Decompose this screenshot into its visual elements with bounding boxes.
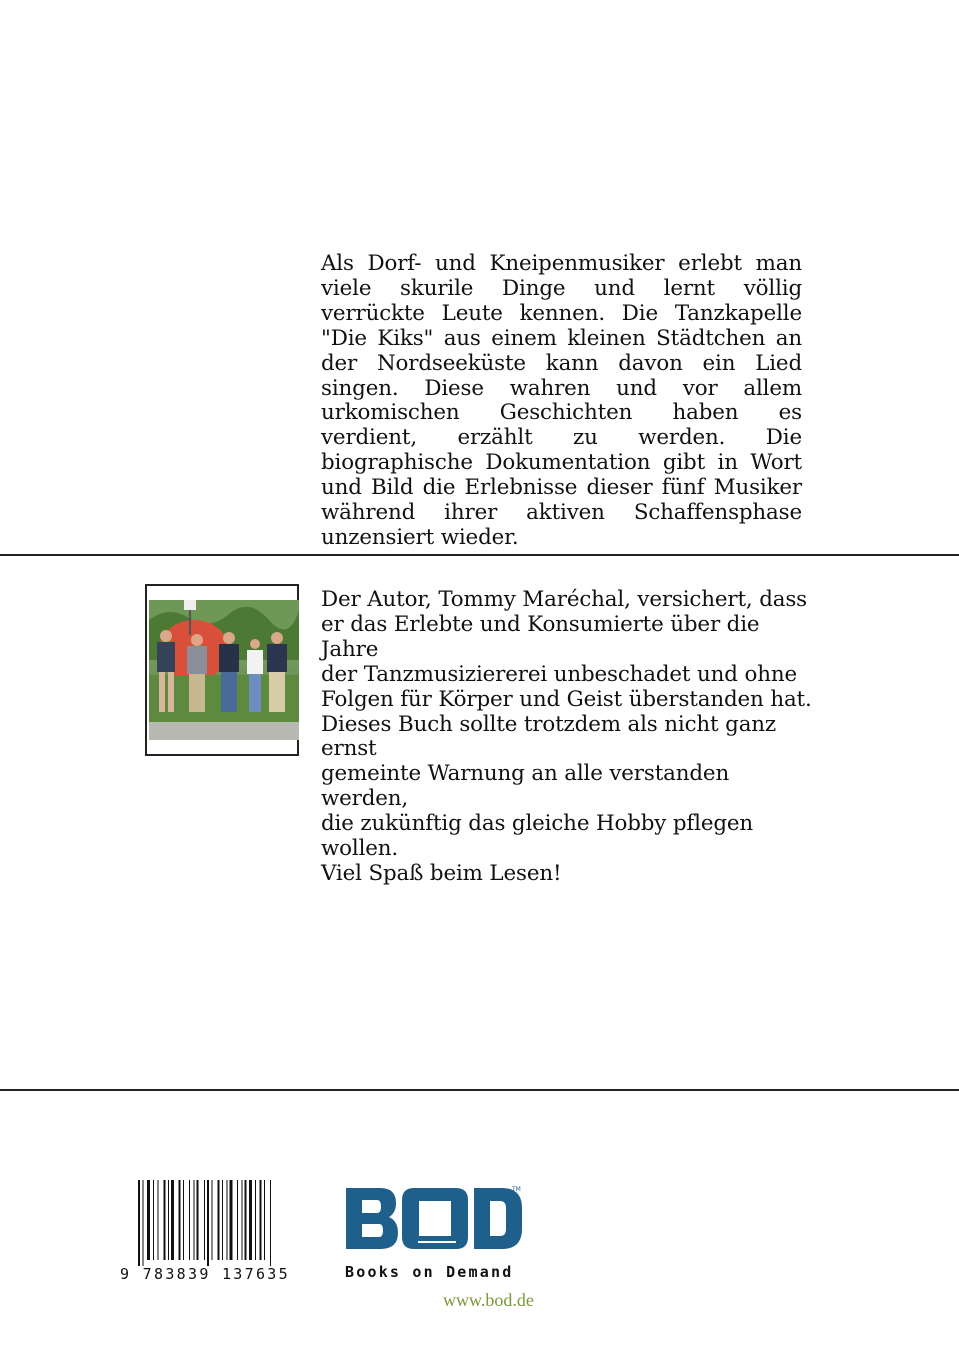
bod-tagline: Books on Demand bbox=[345, 1263, 514, 1281]
author-bio-line: Der Autor, Tommy Maréchal, versichert, dass bbox=[321, 587, 808, 612]
back-cover-blurb: Als Dorf- und Kneipenmusiker erlebt man viele skurile Dinge und lernt völlig verrückte Leute kennen. Die Tanzkapelle "Die Kiks" aus einem kleinen Städtchen an der Nordseeküste kann davon ein Lied singen. Diese wahren und vor allem urkomischen Geschichten haben es verdient, erzählt zu werden. Die biographische Dokumentation gibt in Wort und Bild die Erlebnisse dieser fünf Musiker während ihrer aktiven Schaffensphase unzensiert wieder. bbox=[321, 251, 802, 550]
bod-trademark: TM bbox=[512, 1186, 521, 1193]
barcode-bar bbox=[249, 1180, 252, 1260]
barcode-bar bbox=[179, 1180, 181, 1260]
barcode-bar bbox=[143, 1180, 144, 1266]
barcode-bar bbox=[183, 1180, 184, 1260]
barcode-bar bbox=[147, 1180, 150, 1260]
isbn-barcode bbox=[118, 1180, 312, 1266]
barcode-bar bbox=[242, 1180, 243, 1260]
barcode-bar bbox=[158, 1180, 159, 1260]
barcode-bar bbox=[138, 1180, 140, 1266]
author-bio-line: die zukünftig das gleiche Hobby pflegen wollen. bbox=[321, 811, 754, 862]
barcode-bar bbox=[168, 1180, 169, 1260]
author-bio-line: er das Erlebte und Konsumierte über die Jahre bbox=[321, 611, 760, 662]
author-bio-line: Viel Spaß beim Lesen! bbox=[321, 860, 562, 886]
divider-bottom bbox=[0, 1089, 959, 1091]
author-bio bbox=[321, 588, 821, 887]
barcode-bar bbox=[164, 1180, 166, 1260]
barcode-bar bbox=[171, 1180, 174, 1260]
isbn-digits: 9 783839 137635 bbox=[120, 1265, 290, 1283]
barcode-bar bbox=[230, 1180, 233, 1260]
author-bio-line: gemeinte Warnung an alle verstanden werden, bbox=[321, 761, 730, 812]
barcode-bar bbox=[237, 1180, 238, 1260]
barcode-bar bbox=[260, 1180, 262, 1260]
barcode-bar bbox=[194, 1180, 195, 1260]
barcode-bar bbox=[270, 1180, 271, 1266]
barcode-bar bbox=[207, 1180, 209, 1266]
author-bio-line: Dieses Buch sollte trotzdem als nicht ganz ernst bbox=[321, 711, 777, 762]
barcode-bar bbox=[227, 1180, 228, 1260]
barcode-bar bbox=[245, 1180, 247, 1260]
divider-top bbox=[0, 554, 959, 556]
barcode-bar bbox=[153, 1180, 154, 1260]
bod-logo bbox=[344, 1186, 526, 1262]
barcode-bar bbox=[255, 1180, 256, 1260]
barcode-bar bbox=[212, 1180, 213, 1260]
author-bio-line: der Tanzmusiziererei unbeschadet und ohne bbox=[321, 661, 797, 687]
barcode-bar bbox=[264, 1180, 265, 1260]
barcode-bar bbox=[189, 1180, 190, 1260]
barcode-bar bbox=[218, 1180, 220, 1260]
barcode-bar bbox=[222, 1180, 223, 1260]
band-photo bbox=[145, 584, 299, 756]
barcode-bar bbox=[197, 1180, 199, 1260]
barcode-bar bbox=[204, 1180, 205, 1260]
bod-url[interactable]: www.bod.de bbox=[443, 1290, 534, 1310]
author-bio-line: Folgen für Körper und Geist überstanden hat. bbox=[321, 686, 812, 712]
